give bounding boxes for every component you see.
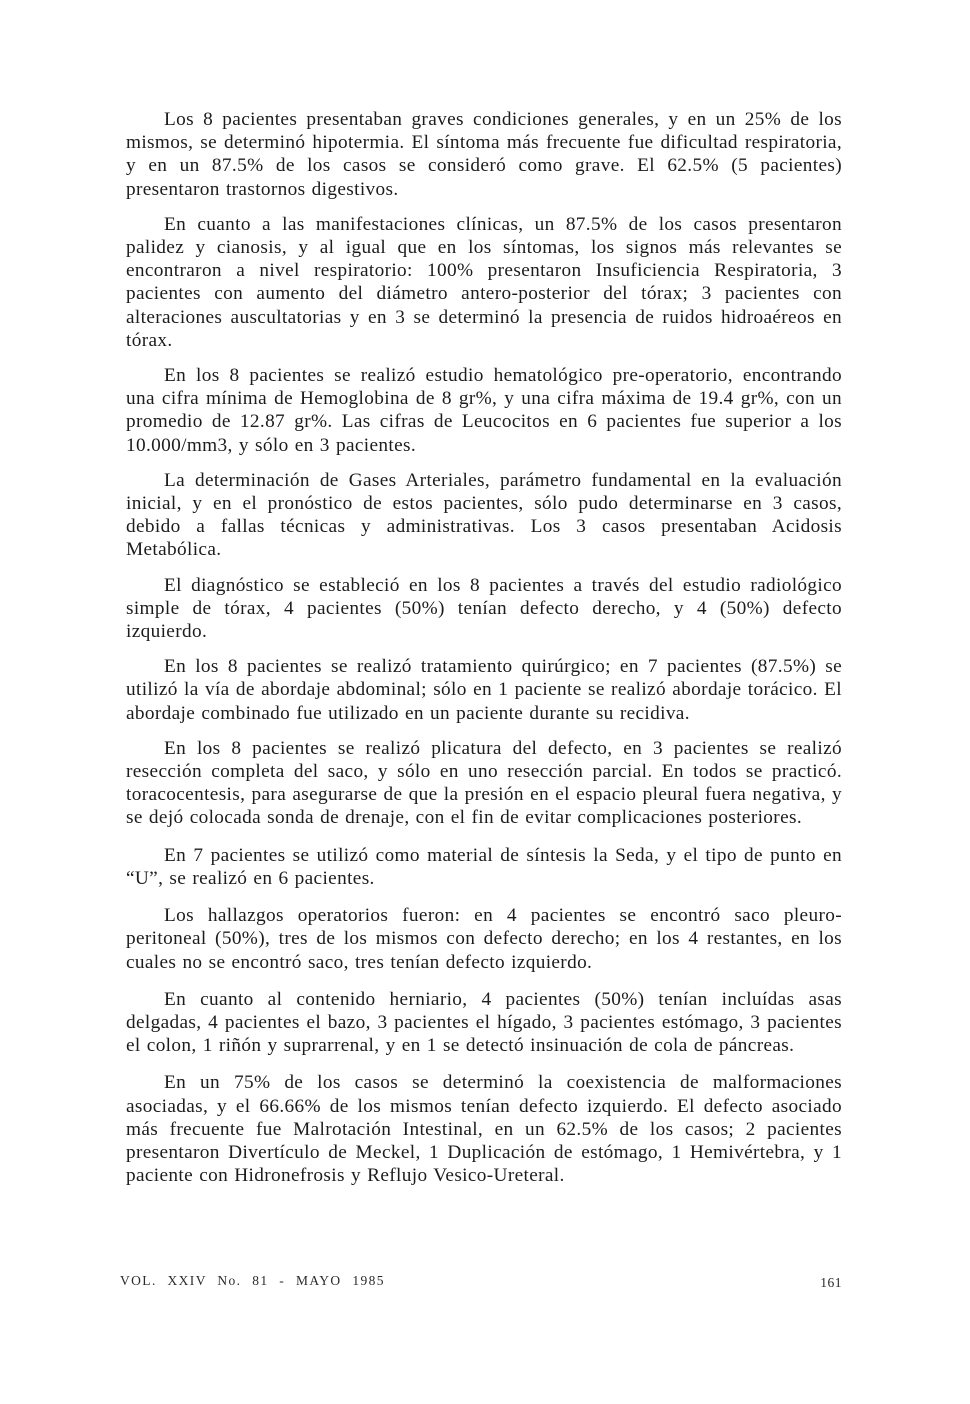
article-body <box>126 108 842 1199</box>
paragraph-diagnosis: El diagnóstico se estableció en los 8 pacientes a través del estudio radiológico simple de tórax, 4 pacientes (50%) tenían defecto derecho, y 4 (50%) defecto izquierdo. <box>126 574 842 643</box>
paragraph-suture-material: En 7 pacientes se utilizó como material de síntesis la Seda, y el tipo de punto en “U”, se realizó en 6 pacientes. <box>126 844 842 889</box>
paragraph-clinical-signs: En cuanto a las manifestaciones clínicas, un 87.5% de los casos presentaron palidez y cianosis, y al igual que en los síntomas, los signos más relevantes se encontraron a nivel respiratorio: 100% presentaron Insuficiencia Respiratoria, 3 pacientes con aumento del diámetro antero-posterior del tórax; 3 pacientes con alteraciones auscultatorias y en 3 se determinó la presencia de ruidos hidroaéreos en tórax. <box>126 213 842 351</box>
page-number: 161 <box>820 1275 842 1290</box>
paragraph-hernia-content: En cuanto al contenido herniario, 4 pacientes (50%) tenían incluídas asas delgadas, 4 pacientes el bazo, 3 pacientes el hígado, 3 pacientes estómago, 3 pacientes el colon, 1 riñón y suprarrenal, y en 1 se detectó insinuación de cola de páncreas. <box>126 988 842 1057</box>
paragraph-clinical-conditions: Los 8 pacientes presentaban graves condiciones generales, y en un 25% de los mismos, se determinó hipotermia. El síntoma más frecuente fue dificultad respiratoria, y en un 87.5% de los casos se consideró como grave. El 62.5% (5 pacientes) presentaron trastornos digestivos. <box>126 109 842 200</box>
journal-volume-info: VOL. XXIV No. 81 - MAYO 1985 <box>120 1273 385 1288</box>
paragraph-plication: En los 8 pacientes se realizó plicatura del defecto, en 3 pacientes se realizó resección completa del saco, y sólo en uno resección parcial. En todos se practicó. toracocentesis, para asegurarse de que la presión en el espacio pleural fuera negativa, y se dejó colocada sonda de drenaje, con el fin de evitar complicaciones posteriores. <box>126 737 842 829</box>
paragraph-associated-malformations: En un 75% de los casos se determinó la coexistencia de malformaciones asociadas, y el 66.66% de los mismos tenían defecto izquierdo. El defecto asociado más frecuente fue Malrotación Intestinal, en un 62.5% de los casos; 2 pacientes presentaron Divertículo de Meckel, 1 Duplicación de estómago, 1 Hemivértebra, y 1 paciente con Hidronefrosis y Reflujo Vesico-Ureteral. <box>126 1072 842 1187</box>
paragraph-operative-findings: Los hallazgos operatorios fueron: en 4 pacientes se encontró saco pleuro-peritoneal (50%), tres de los mismos con defecto derecho; en los 4 restantes, en los cuales no se encontró saco, tres tenían defecto izquierdo. <box>126 905 842 973</box>
paragraph-hematology: En los 8 pacientes se realizó estudio hematológico pre-operatorio, encontrando una cifra mínima de Hemoglobina de 8 gr%, y una cifra máxima de 19.4 gr%, con un promedio de 12.87 gr%. Las cifras de Leucocitos en 6 pacientes fue superior a los 10.000/mm3, y sólo en 3 pacientes. <box>126 365 842 456</box>
paragraph-surgical-treatment: En los 8 pacientes se realizó tratamiento quirúrgico; en 7 pacientes (87.5%) se utilizó la vía de abordaje abdominal; sólo en 1 paciente se realizó abordaje torácico. El abordaje combinado fue utilizado en un paciente durante su recidiva. <box>126 656 842 724</box>
paragraph-arterial-gases: La determinación de Gases Arteriales, parámetro fundamental en la evaluación inicial, y en el pronóstico de estos pacientes, sólo pudo determinarse en 3 casos, debido a fallas técnicas y administrativas. Los 3 casos presentaban Acidosis Metabólica. <box>126 469 842 561</box>
